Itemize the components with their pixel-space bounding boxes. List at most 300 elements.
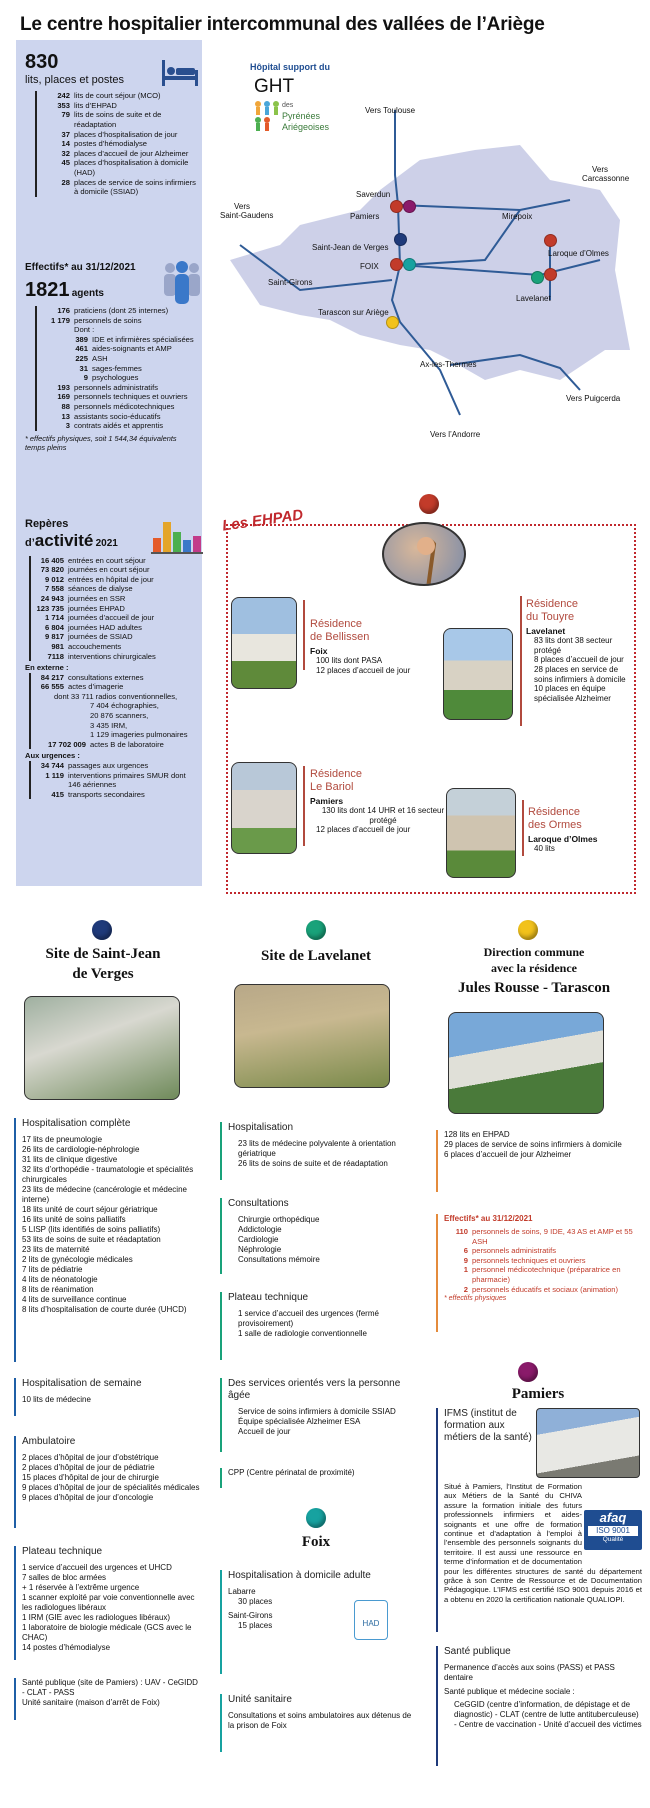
sjv-pt-item: 14 postes d’hémodialyse: [22, 1643, 111, 1652]
sjv-sp-block: [14, 1678, 200, 1720]
lab-label: actes B de laboratoire: [90, 739, 164, 749]
territory-map: [220, 50, 640, 450]
activity-item-label: entrées en hôpital de jour: [68, 574, 154, 584]
sjv-pt-item: 1 scanner exploité par voie conventionnelle avec les radiologues libéraux: [22, 1593, 195, 1612]
sjv-hc-item: 32 lits d’orthopédie - traumatologie et spécialités chirurgicales: [22, 1165, 194, 1184]
sjv-amb-item: 2 places d’hôpital de jour de pédiatrie: [22, 1463, 155, 1472]
tarascon-list: [444, 1130, 640, 1160]
staff-sub-item-row: [40, 344, 197, 354]
ght-name-2: Ariégeoises: [282, 122, 330, 132]
staff-unit: agents: [71, 288, 104, 299]
staff-sub-item-label: psychologues: [92, 373, 139, 383]
map-dot-stjean: [394, 233, 407, 246]
ifms-text-float: [582, 1510, 642, 1558]
staff-item-label: Dont :: [74, 325, 95, 335]
activity-item-label: journées d’accueil de jour: [68, 613, 155, 623]
foix-labarre-places: 30 places: [238, 1597, 273, 1606]
pamiers-sp-1: Permanence d’accès aux soins (PASS) et PASS dentaire: [444, 1663, 615, 1682]
capacity-item-value: 242: [57, 91, 70, 101]
ehpad-hands-photo: [382, 522, 466, 586]
bellissen-detail-1: 100 lits dont PASA: [316, 656, 383, 666]
sjv-sp-item: Unité sanitaire (maison d’arrêt de Foix): [22, 1698, 160, 1707]
sjv-hc-item: 8 lits d’hospitalisation de courte durée (UHCD): [22, 1305, 187, 1314]
foix-had-block: [220, 1570, 416, 1674]
sjv-pt-item: + 1 réservée à l’extrême urgence: [22, 1583, 140, 1592]
ormes-bar: [522, 800, 524, 856]
afaq-qualite: Qualité: [602, 1535, 624, 1543]
capacity-item-label: lits de soins de suite et de réadaptation: [74, 110, 162, 129]
lav-c-item: Néphrologie: [238, 1245, 282, 1254]
activity-item-value: 981: [51, 641, 64, 651]
map-dot-laroque-red: [544, 234, 557, 247]
sjv-hs-title: Hospitalisation de semaine: [22, 1378, 142, 1389]
external-item-value: 84 217: [40, 672, 64, 682]
staff-sub-item-row: [40, 364, 197, 374]
sjv-hc-item: 8 lits de réanimation: [22, 1285, 94, 1294]
imaging-detail: dont 33 711 radios conventionnelles,: [54, 691, 178, 701]
staff-item-value: 176: [57, 306, 70, 315]
ifms-block: [436, 1408, 642, 1632]
map-label-carcassonne-1: Vers: [592, 165, 609, 174]
map-dot-foix-teal: [403, 258, 416, 271]
map-dot-lavelanet-red: [544, 268, 557, 281]
capacity-item-label: lits d’EHPAD: [74, 100, 117, 110]
sjv-hc-item: 16 lits unité de soins palliatifs: [22, 1215, 126, 1224]
lav-pt-item: 1 salle de radiologie conventionnelle: [238, 1329, 367, 1338]
tarascon-block: [436, 1130, 640, 1192]
pamiers-sp-3: CeGGID (centre d’information, de dépistage et de diagnostic) - CLAT (centre de lutte antituberculeuse) - Centre de vaccination - Unité d’accueil des victimes: [454, 1700, 642, 1729]
activity-item-value: 1 714: [44, 613, 64, 623]
tarascon-eff-value: 110: [455, 1227, 468, 1236]
staff-item-row: [40, 421, 197, 431]
tarascon-item: 6 places d’accueil de jour Alzheimer: [444, 1150, 572, 1159]
tarascon-photo: [448, 1012, 604, 1114]
pamiers-title: Pamiers: [511, 1386, 565, 1402]
bellissen-photo: [231, 597, 297, 689]
staff-sub-item-value: 461: [75, 344, 88, 354]
activity-heading3: activité: [34, 531, 94, 551]
capacity-item-row: [40, 139, 197, 149]
staff-item-row: [40, 392, 197, 402]
map-label-laroque: Laroque d’Olmes: [548, 249, 609, 258]
staff-item-row: [40, 316, 197, 326]
activity-item-label: journées HAD adultes: [68, 622, 142, 632]
activity-item-value: 123 735: [36, 603, 64, 613]
tarascon-title-3: Jules Rousse - Tarascon: [457, 980, 611, 996]
lav-dot: [306, 920, 326, 940]
bariol-detail-1: 130 lits dont 14 UHR et 16 secteur protégé: [321, 806, 445, 825]
activity-item-row: [34, 575, 197, 585]
tarascon-eff-label: personnel médicotechnique (préparatrice en pharmacie): [472, 1265, 621, 1284]
lav-c-list: [228, 1215, 416, 1265]
foix-labarre: Labarre: [228, 1587, 256, 1596]
activity-section: [25, 518, 197, 799]
staff-item-label: personnels administratifs: [74, 382, 158, 392]
staff-item-value: 1 179: [50, 315, 70, 325]
bellissen-bar: [303, 600, 305, 670]
lav-h-item: 26 lits de soins de suite et de réadaptation: [238, 1159, 388, 1168]
staff-item-value: 88: [61, 401, 70, 411]
tarascon-eff-list: [444, 1227, 640, 1294]
tarascon-eff-value: 2: [463, 1284, 468, 1294]
sjv-photo: [24, 996, 180, 1100]
activity-item-value: 7 558: [44, 584, 64, 594]
sjv-hc-item: 4 lits de surveillance continue: [22, 1295, 127, 1304]
lav-title: Site de Lavelanet: [261, 948, 371, 964]
staff-item-label: personnels médicotechniques: [74, 401, 175, 411]
foix-us-text: Consultations et soins ambulatoires aux détenus de la prison de Foix: [228, 1711, 412, 1730]
imaging-detail: 3 435 IRM,: [90, 720, 128, 730]
activity-list: [29, 556, 197, 662]
staff-sub-item-label: IDE et infirmières spécialisées: [92, 334, 194, 344]
imaging-detail: 1 129 imageries pulmonaires: [90, 730, 188, 740]
activity-item-row: [34, 613, 197, 623]
activity-item-value: 9 817: [44, 632, 64, 642]
sjv-pt-title: Plateau technique: [22, 1546, 103, 1557]
sjv-title: [10, 944, 196, 984]
people-icon: [160, 258, 204, 306]
capacity-item-label: places d’accueil de jour Alzheimer: [74, 148, 189, 158]
map-dot-lavelanet-green: [531, 271, 544, 284]
ifms-text-content: Situé à Pamiers, l’Institut de Formation aux Métiers de la Santé du CHIVA assure la formation initiale des futurs professionnels infirmiers et aides-soignants et une offre de formation continue et d’adaptation à l’emploi à l’ensemble des personnels soignants du territoire. Il est aussi une ressource en terme d’information et de documentation pour les différentes structures de santé du département grâce à son Centre de Ressource et de Documentation Pédagogique. L’IFMS est certifié ISO 9001 depuis 2016 et a obtenu en 2020 la certification nationale QUALIOPI.: [444, 1482, 642, 1604]
tarascon-eff-label: personnels éducatifs et sociaux (animation): [472, 1284, 619, 1294]
staff-item-label: personnels de soins: [74, 315, 142, 325]
sjv-pt-item: 7 salles de bloc armées: [22, 1573, 107, 1582]
map-label-stgirons: Saint-Girons: [268, 278, 313, 287]
bellissen-city: Foix: [310, 646, 328, 656]
activity-urg-label: Aux urgences :: [25, 751, 80, 761]
sjv-pt-item: 1 service d’accueil des urgences et UHCD: [22, 1563, 172, 1572]
staff-sub-item-row: [40, 373, 197, 383]
activity-item-value: 16 405: [40, 555, 64, 565]
staff-section: [25, 262, 197, 452]
touyre-detail: 83 lits dont 38 secteur protégé: [534, 636, 613, 655]
staff-sub-item-value: 225: [75, 353, 88, 363]
sjv-pt-item: 1 laboratoire de biologie médicale (GCS avec le CHAC): [22, 1623, 192, 1642]
ormes-name-2: des Ormes: [528, 819, 582, 831]
emergency-item-label: interventions primaires SMUR dont 146 aériennes: [68, 770, 186, 790]
activity-item-row: [34, 652, 197, 662]
activity-item-label: journées de SSIAD: [68, 632, 133, 642]
tarascon-eff-note: * effectifs physiques: [444, 1295, 507, 1303]
capacity-item-row: [40, 110, 197, 129]
map-dot-foix-red: [390, 258, 403, 271]
bed-icon: [161, 58, 199, 88]
tarascon-eff-value: 6: [463, 1246, 468, 1256]
staff-item-row: [40, 383, 197, 393]
external-item-label: consultations externes: [68, 672, 144, 682]
staff-item-row: [40, 412, 197, 422]
capacity-label: lits, places et postes: [25, 74, 125, 86]
sjv-amb-list: [22, 1453, 200, 1503]
staff-sub-item-label: aides-soignants et AMP: [92, 344, 172, 354]
touyre-detail: 10 places en équipe spécialisée Alzheimer: [534, 684, 611, 703]
capacity-item-label: places de service de soins infirmiers à domicile (SSIAD): [74, 177, 196, 197]
capacity-item-label: postes d’hémodialyse: [74, 139, 148, 149]
pamiers-sp-block: [436, 1646, 642, 1766]
capacity-item-value: 79: [61, 110, 70, 120]
capacity-item-value: 37: [61, 129, 70, 139]
activity-item-label: journées en SSR: [68, 593, 126, 603]
external-item-label: actes d’imagerie: [68, 682, 124, 692]
map-label-carcassonne-2: Carcassonne: [582, 174, 630, 183]
ifms-text: [444, 1482, 642, 1604]
lav-c-title: Consultations: [228, 1198, 289, 1209]
activity-item-row: [34, 623, 197, 633]
residence-touyre: [526, 598, 638, 703]
staff-sub-item-row: [40, 335, 197, 345]
sjv-hc-item: 5 LISP (lits identifiés de soins palliatifs): [22, 1225, 161, 1234]
sjv-title-2: de Verges: [72, 966, 134, 982]
tarascon-eff-value: 9: [463, 1255, 468, 1265]
touyre-bar: [520, 596, 522, 726]
activity-item-label: interventions chirurgicales: [68, 651, 156, 661]
lav-pt-item: 1 service d’accueil des urgences (fermé provisoirement): [238, 1309, 379, 1328]
activity-item-row: [34, 604, 197, 614]
sjv-hc-item: 18 lits unité de court séjour gériatrique: [22, 1205, 158, 1214]
map-label-puigcerda: Vers Puigcerda: [566, 394, 621, 403]
foix-title: Foix: [301, 1534, 331, 1550]
external-item-value: 66 555: [40, 682, 64, 692]
lav-h-block: [220, 1122, 416, 1180]
activity-year: 2021: [95, 538, 118, 550]
page-title: Le centre hospitalier intercommunal des vallées de l’Ariège: [20, 14, 545, 35]
map-dot-pamiers-red: [390, 200, 403, 213]
capacity-item-row: [40, 91, 197, 101]
touyre-city: Lavelanet: [526, 626, 566, 636]
sjv-hc-list: [22, 1135, 200, 1315]
emergency-item-row: [34, 761, 197, 771]
staff-item-value: 193: [57, 382, 70, 392]
staff-item-row: [40, 402, 197, 412]
sjv-sp-item: Santé publique (site de Pamiers) : UAV - CeGIDD - CLAT - PASS: [22, 1678, 198, 1697]
map-label-toulouse: Vers Toulouse: [365, 106, 416, 115]
sjv-hc-item: 31 lits de clinique digestive: [22, 1155, 118, 1164]
tarascon-eff-label: personnels administratifs: [472, 1246, 556, 1256]
capacity-item-row: [40, 149, 197, 159]
capacity-item-label: lits de court séjour (MCO): [74, 91, 161, 101]
capacity-total: 830: [25, 51, 59, 73]
activity-item-label: journées en court séjour: [68, 565, 150, 575]
afaq-text: afaq: [599, 1510, 627, 1525]
imaging-detail: 7 404 échographies,: [90, 701, 159, 711]
bar-chart-icon: [151, 520, 203, 554]
emergency-item-label: transports secondaires: [68, 789, 145, 799]
activity-item-row: [34, 565, 197, 575]
sjv-hs-item: 10 lits de médecine: [22, 1395, 91, 1404]
sjv-sp-list: [22, 1678, 200, 1708]
staff-item-row: [40, 306, 197, 316]
ght-name-1: Pyrénées: [282, 111, 321, 121]
imaging-detail: 20 876 scanners,: [90, 711, 149, 721]
tarascon-title: [428, 944, 640, 998]
activity-heading2: d’: [25, 537, 35, 550]
external-item-row: [34, 682, 197, 692]
sjv-title-1: Site de Saint-Jean: [45, 946, 161, 962]
bellissen-name-2: de Bellissen: [310, 631, 370, 643]
sjv-pt-block: [14, 1546, 200, 1660]
lav-c-item: Cardiologie: [238, 1235, 279, 1244]
staff-item-label: personnels techniques et ouvriers: [74, 392, 188, 402]
tarascon-eff-value: 1: [463, 1265, 468, 1275]
lab-value: 17 702 009: [47, 739, 86, 749]
map-dot-tarascon: [386, 316, 399, 329]
touyre-name-1: Résidence: [526, 598, 578, 610]
emergency-item-value: 415: [51, 789, 64, 799]
sjv-hs-list: [22, 1395, 200, 1405]
activity-item-row: [34, 642, 197, 652]
ehpad-title: Les EHPAD: [221, 506, 305, 535]
ormes-photo: [446, 788, 516, 878]
pamiers-sp-title: Santé publique: [444, 1646, 511, 1657]
touyre-detail: 28 places en service de soins infirmiers à domicile: [534, 664, 626, 684]
touyre-list: [526, 636, 638, 703]
residence-ormes: [528, 806, 638, 854]
tarascon-item: 29 places de service de soins infirmiers à domicile: [444, 1140, 622, 1149]
lav-pa-block: [220, 1378, 416, 1452]
activity-item-row: [34, 632, 197, 642]
capacity-item-row: [40, 101, 197, 111]
key-figures-panel: [16, 40, 202, 886]
foix-us-title: Unité sanitaire: [228, 1694, 292, 1705]
activity-item-value: 24 943: [40, 593, 64, 603]
lav-c-item: Chirurgie orthopédique: [238, 1215, 320, 1224]
tarascon-eff-label: personnels de soins, 9 IDE, 43 AS et AMP et 55 ASH: [472, 1227, 633, 1246]
emergency-item-row: [34, 771, 197, 790]
capacity-item-label: places d’hospitalisation à domicile (HAD): [74, 158, 189, 177]
lav-h-item: 23 lits de médecine polyvalente à orientation gériatrique: [238, 1139, 396, 1158]
staff-total: 1821: [25, 279, 70, 301]
tarascon-eff-row: [444, 1246, 640, 1256]
sjv-hc-item: 26 lits de cardiologie-néphrologie: [22, 1145, 140, 1154]
map-label-stjean: Saint-Jean de Verges: [312, 243, 389, 252]
activity-item-value: 7118: [47, 651, 64, 661]
ght-des: des: [282, 102, 294, 109]
capacity-item-value: 14: [61, 139, 70, 149]
activity-item-value: 73 820: [40, 565, 64, 575]
capacity-list: [35, 91, 197, 197]
capacity-item-row: [40, 158, 197, 177]
map-label-foix: FOIX: [360, 262, 379, 271]
capacity-item-value: 32: [61, 148, 70, 158]
ght-support-label: Hôpital support du: [250, 62, 330, 72]
lav-pa-list: [228, 1407, 416, 1437]
tarascon-eff-row: [444, 1285, 640, 1295]
foix-had-title: Hospitalisation à domicile adulte: [228, 1570, 371, 1581]
activity-item-label: accouchements: [68, 641, 122, 651]
external-list: [29, 673, 197, 750]
afaq-iso: ISO 9001: [588, 1526, 638, 1536]
bariol-name-1: Résidence: [310, 768, 362, 780]
tarascon-title-1: Direction commune: [483, 945, 585, 959]
sjv-amb-title: Ambulatoire: [22, 1436, 76, 1447]
capacity-item-label: places d’hospitalisation de jour: [74, 129, 178, 139]
activity-item-label: journées EHPAD: [68, 603, 125, 613]
sjv-hs-block: [14, 1378, 200, 1416]
staff-sub-item-label: sages-femmes: [92, 363, 142, 373]
bellissen-detail-2: 12 places d’accueil de jour: [316, 665, 411, 675]
sjv-amb-item: 9 places d’hôpital de jour d’oncologie: [22, 1493, 154, 1502]
capacity-item-value: 353: [57, 100, 70, 110]
lav-pt-block: [220, 1292, 416, 1360]
staff-sub-item-value: 389: [75, 334, 88, 344]
lav-pt-list: [228, 1309, 416, 1339]
bariol-detail-2: 12 places d’accueil de jour: [316, 825, 411, 835]
emergency-item-value: 34 744: [40, 761, 64, 771]
staff-item-value: 169: [57, 392, 70, 402]
staff-item-value: [40, 325, 70, 335]
lav-pa-item: Accueil de jour: [238, 1427, 291, 1436]
map-label-lavelanet: Lavelanet: [516, 294, 551, 303]
activity-item-label: entrées en court séjour: [68, 555, 146, 565]
tarascon-eff-row: [444, 1256, 640, 1266]
emergency-item-row: [34, 790, 197, 800]
sjv-amb-item: 2 places d’hôpital de jour d’obstétrique: [22, 1453, 159, 1462]
sjv-hc-item: 17 lits de pneumologie: [22, 1135, 103, 1144]
sjv-hc-item: 23 lits de médecine (cancérologie et médecine interne): [22, 1185, 187, 1204]
sjv-amb-block: [14, 1436, 200, 1528]
capacity-item-row: [40, 130, 197, 140]
sjv-hc-title: Hospitalisation complète: [22, 1118, 131, 1129]
foix-stgirons-places: 15 places: [238, 1621, 273, 1630]
lav-h-list: [228, 1139, 416, 1169]
ormes-detail: 40 lits: [534, 844, 555, 854]
foix-us-block: [220, 1694, 416, 1752]
map-label-mirepoix: Mirepoix: [502, 212, 533, 221]
tarascon-item: 128 lits en EHPAD: [444, 1130, 510, 1139]
ght-logo-text: GHT: [254, 76, 295, 97]
staff-list: [35, 306, 197, 431]
map-label-axles: Ax-les-Thermes: [420, 360, 477, 369]
pamiers-sp-2: Santé publique et médecine sociale :: [444, 1687, 575, 1696]
tarascon-eff-label: personnels techniques et ouvriers: [472, 1255, 586, 1265]
map-label-tarascon: Tarascon sur Ariège: [318, 308, 389, 317]
capacity-item-value: 45: [61, 158, 70, 168]
ormes-name-1: Résidence: [528, 806, 580, 818]
bariol-city: Pamiers: [310, 796, 344, 806]
sjv-pt-item: 1 IRM (GIE avec les radiologues libéraux): [22, 1613, 171, 1622]
map-label-saverdun: Saverdun: [356, 190, 391, 199]
staff-sub-list: [40, 335, 197, 383]
activity-item-value: 9 012: [44, 574, 64, 584]
lav-cpp-block: [220, 1468, 416, 1488]
bariol-name-2: Le Bariol: [310, 781, 354, 793]
activity-item-row: [34, 594, 197, 604]
staff-item-label: praticiens (dont 25 internes): [74, 306, 169, 315]
staff-item-value: 13: [61, 411, 70, 421]
bariol-bar: [303, 766, 305, 846]
tarascon-eff-row: [444, 1265, 640, 1284]
ehpad-dot: [419, 494, 439, 514]
staff-sub-item-row: [40, 354, 197, 364]
staff-item-row: [40, 325, 197, 335]
residence-bellissen: [310, 618, 450, 675]
external-item-row: [34, 673, 197, 683]
sjv-hc-item: 23 lits de maternité: [22, 1245, 90, 1254]
capacity-item-value: 28: [61, 177, 70, 187]
lav-photo: [234, 984, 390, 1088]
touyre-detail: 8 places d’accueil de jour: [534, 655, 624, 665]
activity-item-value: 6 804: [44, 622, 64, 632]
sjv-pt-list: [22, 1563, 200, 1653]
sjv-dot: [92, 920, 112, 940]
lav-cpp: CPP (Centre périnatal de proximité): [228, 1468, 355, 1477]
ormes-city: Laroque d’Olmes: [528, 834, 598, 844]
foix-stgirons: Saint-Girons: [228, 1611, 273, 1620]
lav-h-title: Hospitalisation: [228, 1122, 294, 1133]
had-logo-text: HAD: [362, 1619, 380, 1628]
activity-heading1: Repères: [25, 518, 69, 530]
